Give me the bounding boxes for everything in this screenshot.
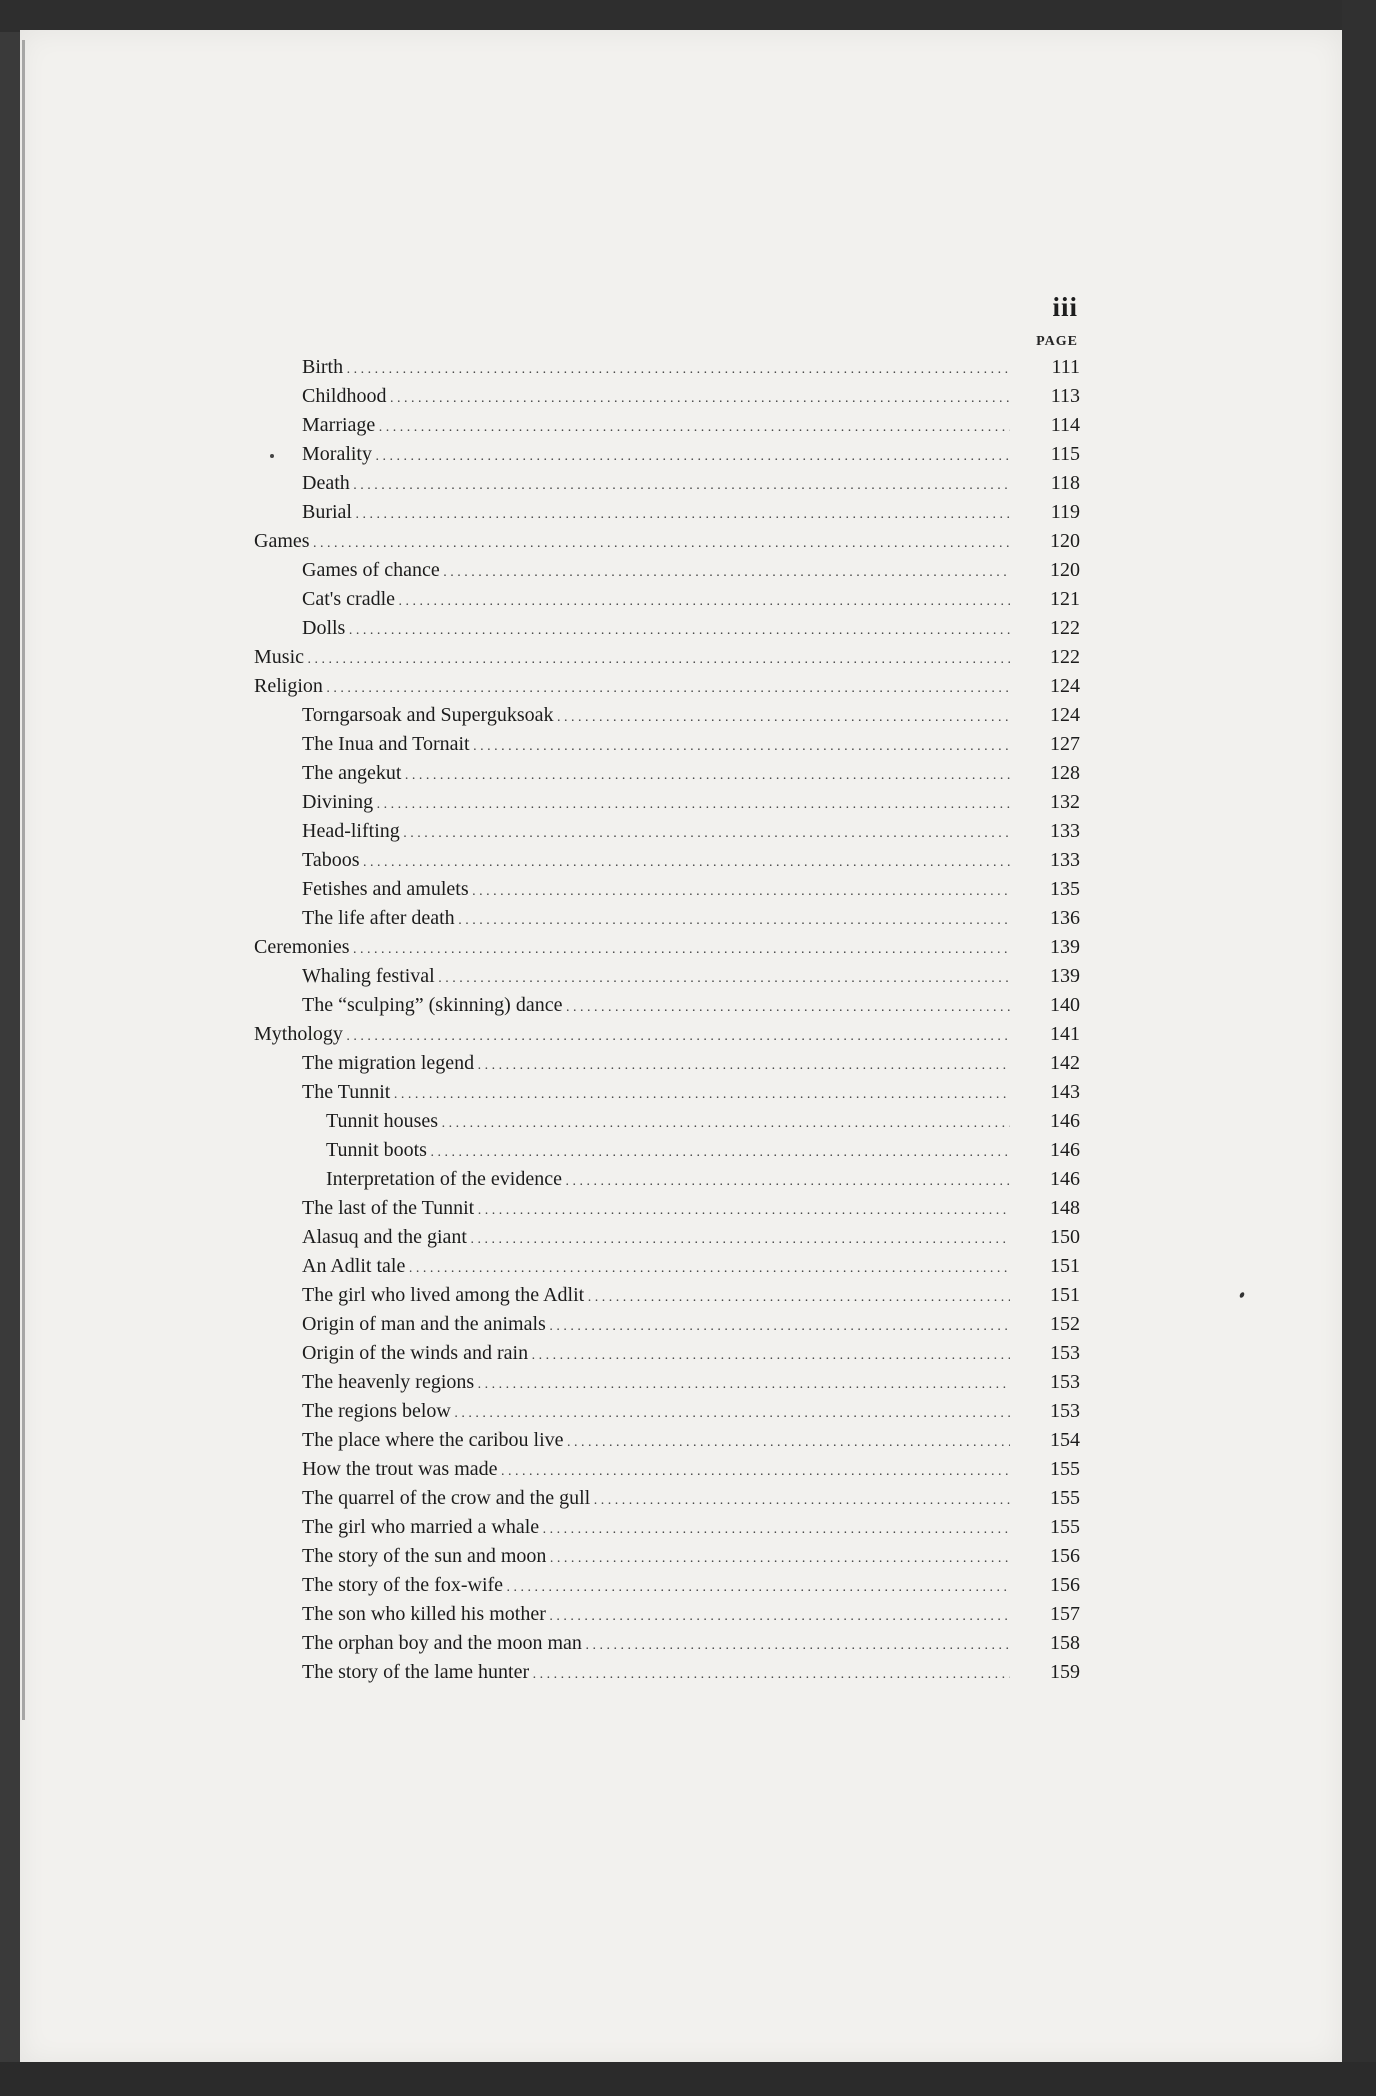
toc-entry-page: 124	[1050, 675, 1080, 697]
toc-entry-page: 122	[1050, 617, 1080, 639]
toc-entry	[254, 411, 1080, 440]
toc-entry-title: The girl who married a whale . . .	[302, 1513, 1010, 1544]
toc-entry	[254, 701, 1080, 730]
toc-entry	[254, 875, 1080, 904]
toc-entry-page: 155	[1050, 1458, 1080, 1480]
toc-entry-title: Fetishes and amulets . . .	[302, 875, 1010, 906]
toc-entry-page: 119	[1050, 501, 1080, 523]
page-number: iii	[1052, 292, 1078, 322]
toc-entry-title: Taboos . . .	[302, 846, 1010, 877]
toc-entry-page: 124	[1050, 704, 1080, 726]
toc-entry-title: Ceremonies . . .	[254, 933, 1010, 964]
toc-entry	[254, 556, 1080, 585]
toc-entry-title: The quarrel of the crow and the gull . . .	[302, 1484, 1010, 1515]
toc-entry-title: Cat's cradle . . .	[302, 585, 1010, 616]
toc-entry-title: An Adlit tale . . .	[302, 1252, 1010, 1283]
toc-entry-title: The “sculping” (skinning) dance . . .	[302, 991, 1010, 1022]
toc-entry-page: 120	[1050, 559, 1080, 581]
toc-entry	[254, 1542, 1080, 1571]
toc-entry-page: 113	[1050, 385, 1080, 407]
toc-entry-title: The regions below . . .	[302, 1397, 1010, 1428]
toc-entry	[254, 991, 1080, 1020]
toc-entry-page: 133	[1050, 820, 1080, 842]
toc-entry-page: 127	[1050, 733, 1080, 755]
toc-entry-page: 156	[1050, 1545, 1080, 1567]
toc-entry-title: Birth . . .	[302, 353, 1010, 384]
toc-entry-page: 158	[1050, 1632, 1080, 1654]
toc-entry-title: Childhood . . .	[302, 382, 1010, 413]
toc-entry-title: The story of the lame hunter . . .	[302, 1658, 1010, 1689]
toc-entry	[254, 1281, 1080, 1310]
toc-entry-page: 156	[1050, 1574, 1080, 1596]
toc-entry-page: 122	[1050, 646, 1080, 668]
toc-entry-title: Mythology . . .	[254, 1020, 1010, 1051]
toc-entry-page: 115	[1050, 443, 1080, 465]
toc-entry-page: 143	[1050, 1081, 1080, 1103]
toc-entry	[254, 759, 1080, 788]
toc-entry-title: Dolls . . .	[302, 614, 1010, 645]
toc-entry-page: 146	[1050, 1139, 1080, 1161]
toc-entry-page: 157	[1050, 1603, 1080, 1625]
toc-entry	[254, 1484, 1080, 1513]
toc-entry-title: Tunnit houses . . .	[326, 1107, 1010, 1138]
toc-entry	[254, 1600, 1080, 1629]
toc-entry	[254, 1020, 1080, 1049]
toc-entry	[254, 527, 1080, 556]
toc-entry-title: Burial . . .	[302, 498, 1010, 529]
toc-entry-page: 139	[1050, 936, 1080, 958]
toc-entry-page: 154	[1050, 1429, 1080, 1451]
toc-entry-title: Music . . .	[254, 643, 1010, 674]
toc-entry-page: 152	[1050, 1313, 1080, 1335]
toc-entry-page: 120	[1050, 530, 1080, 552]
page-gutter-edge	[22, 40, 25, 1720]
toc-entry-title: The life after death . . .	[302, 904, 1010, 935]
toc-entry	[254, 1310, 1080, 1339]
toc-entry-page: 135	[1050, 878, 1080, 900]
toc-entry	[254, 469, 1080, 498]
toc-entry-title: Origin of man and the animals . . .	[302, 1310, 1010, 1341]
toc-entry	[254, 614, 1080, 643]
toc-entry-title: Games of chance . . .	[302, 556, 1010, 587]
toc-entry-title: The story of the fox-wife . . .	[302, 1571, 1010, 1602]
toc-entry	[254, 1426, 1080, 1455]
toc-entry-title: Whaling festival . . .	[302, 962, 1010, 993]
toc-entry	[254, 1658, 1080, 1687]
toc-entry-page: 153	[1050, 1400, 1080, 1422]
toc-entry	[254, 730, 1080, 759]
toc-entry-page: 121	[1050, 588, 1080, 610]
toc-entry-page: 146	[1050, 1168, 1080, 1190]
toc-entry	[254, 382, 1080, 411]
toc-entry-title: Divining . . .	[302, 788, 1010, 819]
toc-entry	[254, 1368, 1080, 1397]
toc-entry-page: 111	[1051, 356, 1080, 378]
toc-entry-page: 153	[1050, 1371, 1080, 1393]
toc-entry-page: 133	[1050, 849, 1080, 871]
toc-entry-title: The place where the caribou live . . .	[302, 1426, 1010, 1457]
toc-entry-title: Origin of the winds and rain . . .	[302, 1339, 1010, 1370]
toc-entry	[254, 1571, 1080, 1600]
toc-entry-page: 148	[1050, 1197, 1080, 1219]
toc-entry-title: Marriage . . .	[302, 411, 1010, 442]
toc-entry-title: Death . . .	[302, 469, 1010, 500]
toc-entry-page: 151	[1050, 1255, 1080, 1277]
toc-entry	[254, 1223, 1080, 1252]
toc-entry	[254, 1252, 1080, 1281]
toc-entry	[254, 788, 1080, 817]
toc-entry-title: Religion . . .	[254, 672, 1010, 703]
toc-entry	[254, 1513, 1080, 1542]
toc-entry-title: Alasuq and the giant . . .	[302, 1223, 1010, 1254]
toc-entry-page: 128	[1050, 762, 1080, 784]
toc-entry-page: 153	[1050, 1342, 1080, 1364]
toc-entry-title: The angekut . . .	[302, 759, 1010, 790]
toc-entry	[254, 643, 1080, 672]
toc-entry	[254, 1397, 1080, 1426]
toc-entry	[254, 440, 1080, 469]
scan-border-top	[0, 0, 1376, 32]
toc-entry	[254, 962, 1080, 991]
toc-entry-page: 146	[1050, 1110, 1080, 1132]
toc-entry-page: 132	[1050, 791, 1080, 813]
toc-entry-title: The girl who lived among the Adlit . . .	[302, 1281, 1010, 1312]
toc-entry-page: 150	[1050, 1226, 1080, 1248]
toc-entry-title: Morality . . .	[302, 440, 1010, 471]
toc-entry-page: 139	[1050, 965, 1080, 987]
toc-entry-title: Tunnit boots . . .	[326, 1136, 1010, 1167]
toc-entry-page: 151	[1050, 1284, 1080, 1306]
toc-entry	[254, 672, 1080, 701]
toc-entry	[254, 1078, 1080, 1107]
toc-entry-title: The migration legend . . .	[302, 1049, 1010, 1080]
scan-border-right	[1342, 0, 1376, 2096]
toc-entry	[254, 1049, 1080, 1078]
scan-border-bottom	[0, 2062, 1376, 2096]
toc-entry	[254, 933, 1080, 962]
toc-entry	[254, 1339, 1080, 1368]
toc-entry	[254, 846, 1080, 875]
toc-entry-title: Interpretation of the evidence . . .	[326, 1165, 1010, 1196]
toc-entry	[254, 1136, 1080, 1165]
toc-entry-title: The orphan boy and the moon man . . .	[302, 1629, 1010, 1660]
table-of-contents	[254, 353, 1080, 1687]
toc-entry	[254, 1165, 1080, 1194]
toc-entry-title: The son who killed his mother . . .	[302, 1600, 1010, 1631]
toc-entry-title: The last of the Tunnit . . .	[302, 1194, 1010, 1225]
toc-entry-title: The story of the sun and moon . . .	[302, 1542, 1010, 1573]
toc-entry	[254, 904, 1080, 933]
toc-entry-page: 142	[1050, 1052, 1080, 1074]
toc-entry-page: 155	[1050, 1487, 1080, 1509]
toc-entry	[254, 1455, 1080, 1484]
page-column-header: PAGE	[1036, 334, 1078, 349]
toc-entry	[254, 1107, 1080, 1136]
toc-entry	[254, 353, 1080, 382]
toc-entry-page: 155	[1050, 1516, 1080, 1538]
toc-entry-title: Torngarsoak and Superguksoak . . .	[302, 701, 1010, 732]
toc-entry-title: The Inua and Tornait . . .	[302, 730, 1010, 761]
toc-entry-title: The heavenly regions . . .	[302, 1368, 1010, 1399]
toc-entry	[254, 498, 1080, 527]
toc-entry-page: 118	[1050, 472, 1080, 494]
toc-entry	[254, 1194, 1080, 1223]
toc-entry-page: 140	[1050, 994, 1080, 1016]
toc-entry-title: Head-lifting . . .	[302, 817, 1010, 848]
toc-entry-title: Games . . .	[254, 527, 1010, 558]
toc-entry	[254, 1629, 1080, 1658]
toc-entry	[254, 585, 1080, 614]
toc-entry-title: How the trout was made . . .	[302, 1455, 1010, 1486]
toc-entry-page: 141	[1050, 1023, 1080, 1045]
toc-entry	[254, 817, 1080, 846]
toc-entry-page: 136	[1050, 907, 1080, 929]
toc-entry-page: 114	[1050, 414, 1080, 436]
toc-entry-page: 159	[1050, 1661, 1080, 1683]
toc-entry-title: The Tunnit . . .	[302, 1078, 1010, 1109]
